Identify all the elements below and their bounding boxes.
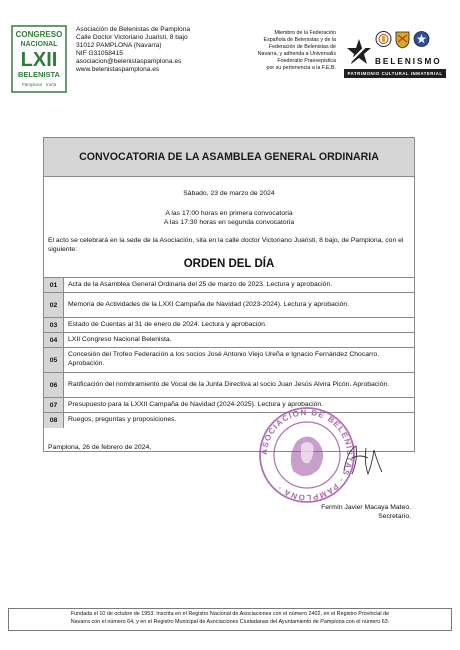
org-street: Calle Doctor Victoriano Juaristi, 8 bajo [76,34,188,42]
agenda-item [44,413,414,428]
footer-line-2: Navarra con el número 64, y en el Registro Municipal de Asociaciones Ciudadanas del Ayuntamiento de Pamplona con el número 63. [70,618,390,625]
federation-line: Federación de Belenistas de [268,43,336,50]
belenismo-star-icon [344,36,374,68]
agenda-item-text: Ratificación del nombramiento de Vocal de la Junta Directiva al socio Juan Jesús Alvira Picón. Aprobación. [68,380,390,388]
agenda-item-number: 04 [44,333,64,347]
signer-name: Fermín Javier Macaya Mateo. [321,504,411,511]
congreso-belenista-logo [10,24,68,94]
agenda-item [44,318,414,333]
agenda-item-text: Presupuesto para la LXXII Campaña de Navidad (2024-2025). Lectura y aprobación. [68,400,324,408]
organization-info [76,26,190,75]
agenda-item-number: 02 [44,293,64,317]
agenda-item-text: LXII Congreso Nacional Belenista. [68,335,172,343]
org-website: www.belenistaspamplona.es [76,66,160,74]
second-call-time: A las 17:30 horas en segunda convocatoria [163,219,295,226]
title-bar [44,138,414,177]
agenda-item [44,293,414,318]
agenda-item-text: Estado de Cuentas al 31 de enero de 2024. Lectura y aprobación. [68,320,267,328]
agenda-item [44,278,414,293]
agenda-item-text: Memoria de Actividades de la LXXI Campaña de Navidad (2023-2024). Lectura y aprobación. [68,300,350,308]
federation-line: Miembro de la Federación [274,30,336,36]
agenda-list [44,277,414,428]
registration-footer [8,608,452,631]
handwritten-signature [338,440,388,480]
org-nif: NIF G31058415 [76,50,123,58]
agenda-item [44,348,414,373]
place-and-date: Pamplona, 26 de febrero de 2024, [48,444,152,451]
signer-role: Secretario. [378,513,411,520]
logo-line-nacional: NACIONAL [20,41,58,48]
org-email: asociacion@belenistaspamplona.es [76,58,182,66]
logo-line-belenista: BELENISTA [18,70,60,79]
federation-line: Española de Belenistas y de la [263,36,336,43]
federation-line: Navarra, y adherida a Universalis [257,50,336,57]
convocatoria-box [43,137,415,452]
universalis-crest-icon [413,29,430,49]
agenda-item-number: 03 [44,318,64,332]
seal-text: ASOCIACIÓN DE BELENISTAS · PAMPLONA · [259,407,355,503]
agenda-item-text: Concesión del Trofeo Federación a los socios José Antonio Viejo Ureña e Ignacio Fernández Chocarro. Aprobación. [68,351,380,367]
federation-line: por su pertenencia a la F.E.B. [266,64,336,71]
logo-line-pamplona: Pamplona · Iruña [21,82,57,87]
agenda-item-number: 07 [44,398,64,412]
federation-info [218,30,336,71]
venue-text: El acto se celebrará en la sede de la Asociación, sita en la calle doctor Victoriano Juaristi, 8 bajo, de Pamplona, con el siguiente: [48,237,404,253]
agenda-item-number: 05 [44,348,64,372]
federation-line: Foederatio Praesepistica [277,57,336,64]
footer-line-1: Fundada el 10 de octubre de 1953. Inscrita en el Registro Nacional de Asociaciones con el número 2402, en el Registro Provincial de [70,611,390,617]
signer-block [321,503,411,521]
logo-line-congreso: CONGRESO [15,30,63,39]
agenda-item-number: 06 [44,373,64,397]
navarra-crest-icon [394,29,411,49]
document-title: CONVOCATORIA DE LA ASAMBLEA GENERAL ORDINARIA [79,151,379,163]
agenda-item-number: 01 [44,278,64,292]
agenda-item [44,333,414,348]
agenda-item-number: 08 [44,413,64,428]
agenda-item-text: Ruegos, preguntas y proposiciones. [68,416,177,424]
orden-del-dia-title: ORDEN DEL DÍA [183,258,275,270]
first-call-time: A las 17:00 horas en primera convocatoria [165,210,293,217]
patrimonio-band: PATRIMONIO CULTURAL INMATERIAL [344,69,446,78]
org-city: 31012 PAMPLONA (Navarra) [76,42,162,50]
agenda-item [44,398,414,413]
belenismo-label: BELENISMO [375,57,442,66]
assembly-date: Sábado, 23 de marzo de 2024 [183,190,275,197]
org-name: Asociación de Belenistas de Pamplona [76,26,190,33]
logo-line-lxii: LXII [20,49,58,71]
federation-crest-icon [375,29,392,49]
agenda-item [44,373,414,398]
agenda-item-text: Acta de la Asamblea General Ordinaria del 25 de marzo de 2023. Lectura y aprobación. [68,280,333,288]
